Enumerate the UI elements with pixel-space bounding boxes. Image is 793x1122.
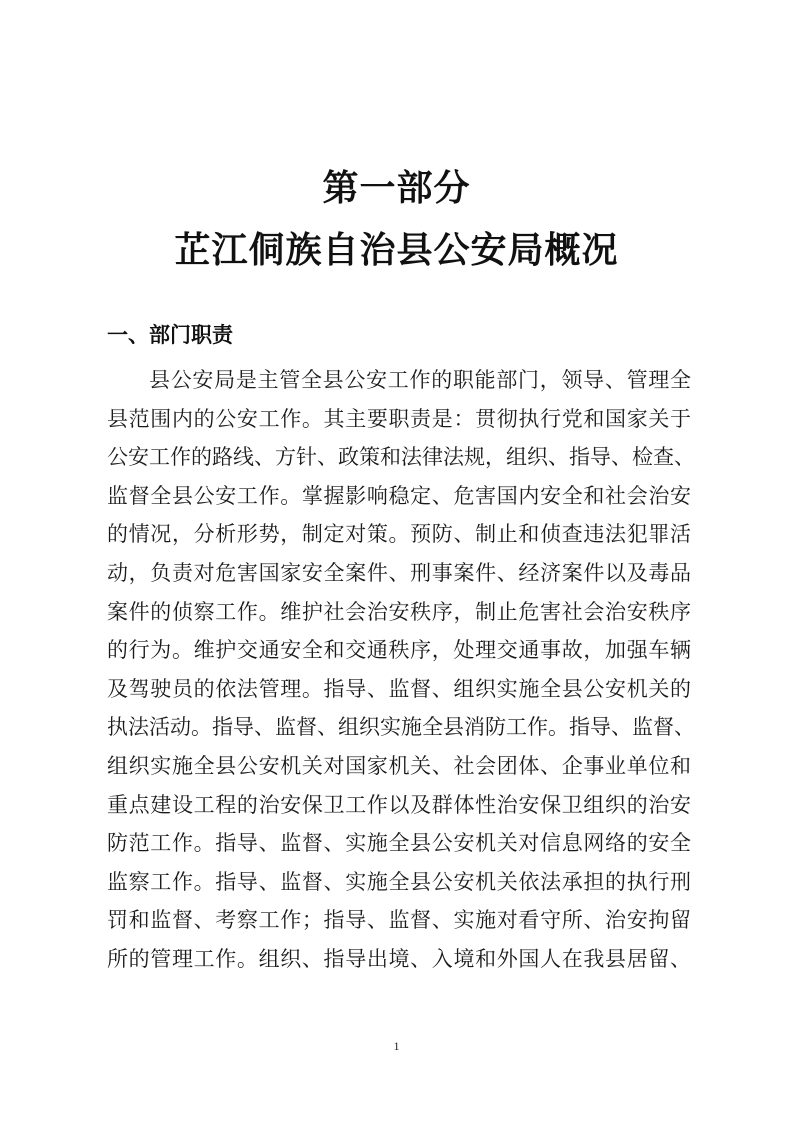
body-paragraph	[107, 361, 695, 979]
section-heading: 一、部门职责	[107, 323, 233, 347]
paragraph-line: 公安工作的路线、方针、政策和法律法规，组织、指导、检查、	[107, 445, 695, 470]
paragraph-line: 县公安局是主管全县公安工作的职能部门，领导、管理全	[149, 368, 691, 392]
paragraph-line: 的情况，分析形势，制定对策。预防、制止和侦查违法犯罪活	[107, 522, 691, 547]
paragraph-line: 罚和监督、考察工作；指导、监督、实施对看守所、治安拘留	[107, 908, 691, 933]
paragraph-line: 及驾驶员的依法管理。指导、监督、组织实施全县公安机关的	[107, 676, 691, 701]
paragraph-line: 监督全县公安工作。掌握影响稳定、危害国内安全和社会治安	[107, 483, 691, 508]
paragraph-line: 动，负责对危害国家安全案件、刑事案件、经济案件以及毒品	[107, 560, 691, 585]
page-number: 1	[393, 1039, 400, 1053]
paragraph-line: 执法活动。指导、监督、组织实施全县消防工作。指导、监督、	[107, 715, 695, 740]
paragraph-line: 重点建设工程的治安保卫工作以及群体性治安保卫组织的治安	[107, 792, 691, 817]
paragraph-line: 案件的侦察工作。维护社会治安秩序，制止危害社会治安秩序	[107, 599, 691, 624]
paragraph-line: 所的管理工作。组织、指导出境、入境和外国人在我县居留、	[107, 946, 691, 971]
organization-title: 芷江侗族自治县公安局概况	[174, 229, 619, 271]
paragraph-line: 监察工作。指导、监督、实施全县公安机关依法承担的执行刑	[107, 869, 691, 894]
paragraph-line: 防范工作。指导、监督、实施全县公安机关对信息网络的安全	[107, 831, 691, 856]
paragraph-line: 组织实施全县公安机关对国家机关、社会团体、企事业单位和	[107, 753, 691, 778]
paragraph-line: 的行为。维护交通安全和交通秩序，处理交通事故，加强车辆	[107, 638, 691, 663]
paragraph-line: 县范围内的公安工作。其主要职责是：贯彻执行党和国家关于	[107, 406, 691, 431]
part-title: 第一部分	[322, 167, 471, 209]
